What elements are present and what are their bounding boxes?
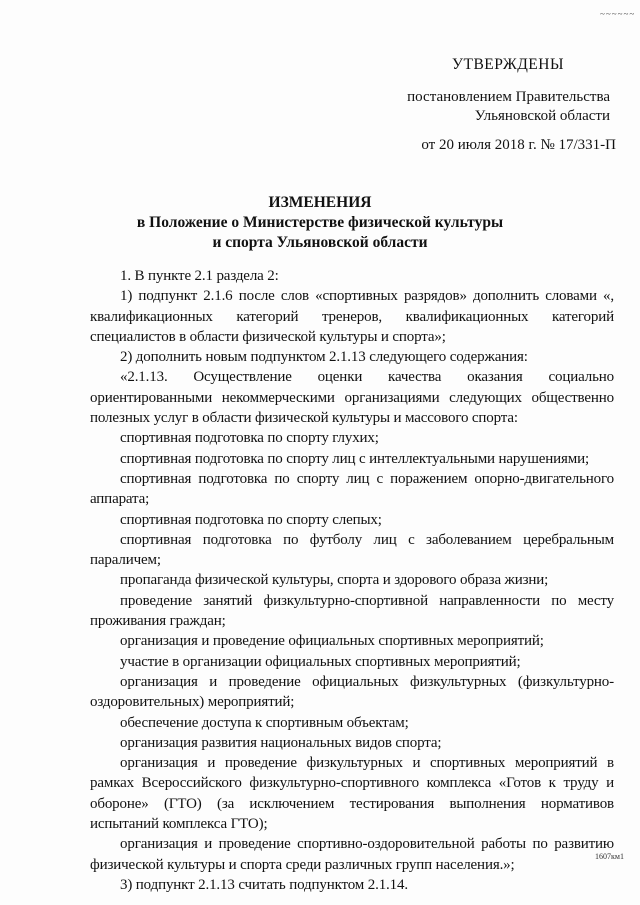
document-title <box>80 193 560 253</box>
title-line: в Положение о Министерстве физической культуры <box>136 214 504 231</box>
paragraph: 1) подпункт 2.1.6 после слов «спортивных разрядов» дополнить словами «, квалификационных категорий тренеров, квалификационных категорий специалистов в области физической культуры и спорта»; <box>90 288 614 345</box>
paragraph: организация развития национальных видов спорта; <box>120 734 442 751</box>
paragraph: 2) дополнить новым подпунктом 2.1.13 следующего содержания: <box>120 349 528 366</box>
paragraph: участие в организации официальных спортивных мероприятий; <box>120 653 521 670</box>
top-mark: ~~~~~~ <box>600 9 636 19</box>
paragraph: 1. В пункте 2.1 раздела 2: <box>120 268 279 284</box>
paragraph: спортивная подготовка по спорту лиц с поражением опорно-двигательного аппарата; <box>90 470 614 508</box>
paragraph: обеспечение доступа к спортивным объектам; <box>120 714 409 731</box>
paragraph: спортивная подготовка по футболу лиц с заболеванием церебральным параличем; <box>90 531 614 569</box>
paragraph: спортивная подготовка по спорту лиц с интеллектуальными нарушениями; <box>120 450 590 467</box>
approved-heading: УТВЕРЖДЕНЫ <box>452 56 564 73</box>
decree-line: Ульяновской области <box>474 108 610 124</box>
decree-date: от 20 июля 2018 г. № 17/331-П <box>421 137 616 153</box>
paragraph: проведение занятий физкультурно-спортивной направленности по месту проживания граждан; <box>90 592 614 630</box>
paragraph: организация и проведение официальных физкультурных (физкультурно-оздоровительных) мероприятий; <box>90 673 614 711</box>
paragraph: спортивная подготовка по спорту слепых; <box>120 511 382 528</box>
paragraph: 3) подпункт 2.1.13 считать подпунктом 2.1.14. <box>120 876 408 893</box>
decree-line: постановлением Правительства <box>407 89 610 105</box>
document-body <box>90 266 614 895</box>
paragraph: организация и проведение официальных спортивных мероприятий; <box>120 633 544 650</box>
paragraph: «2.1.13. Осуществление оценки качества оказания социально ориентированными некоммерческими организациями следующих общественно полезных услуг в области физической культуры и массового спорта: <box>90 369 614 427</box>
paragraph: спортивная подготовка по спорту глухих; <box>120 430 379 447</box>
paragraph: организация и проведение спортивно-оздоровительной работы по развитию физической культуры и спорта среди различных групп населения.»; <box>90 836 614 873</box>
paragraph: пропаганда физической культуры, спорта и здорового образа жизни; <box>120 572 549 589</box>
paragraph: организация и проведение физкультурных и спортивных мероприятий в рамках Всероссийского физкультурно-спортивного комплекса «Готов к труду и обороне» (ГТО) (за исключением тестирования выполнения нормативов испытаний комплекса ГТО); <box>90 755 614 833</box>
title-line: и спорта Ульяновской области <box>212 234 428 251</box>
decree-reference <box>360 88 610 126</box>
title-line: ИЗМЕНЕНИЯ <box>268 194 372 211</box>
document-stamp: 1607км1 <box>595 852 624 861</box>
